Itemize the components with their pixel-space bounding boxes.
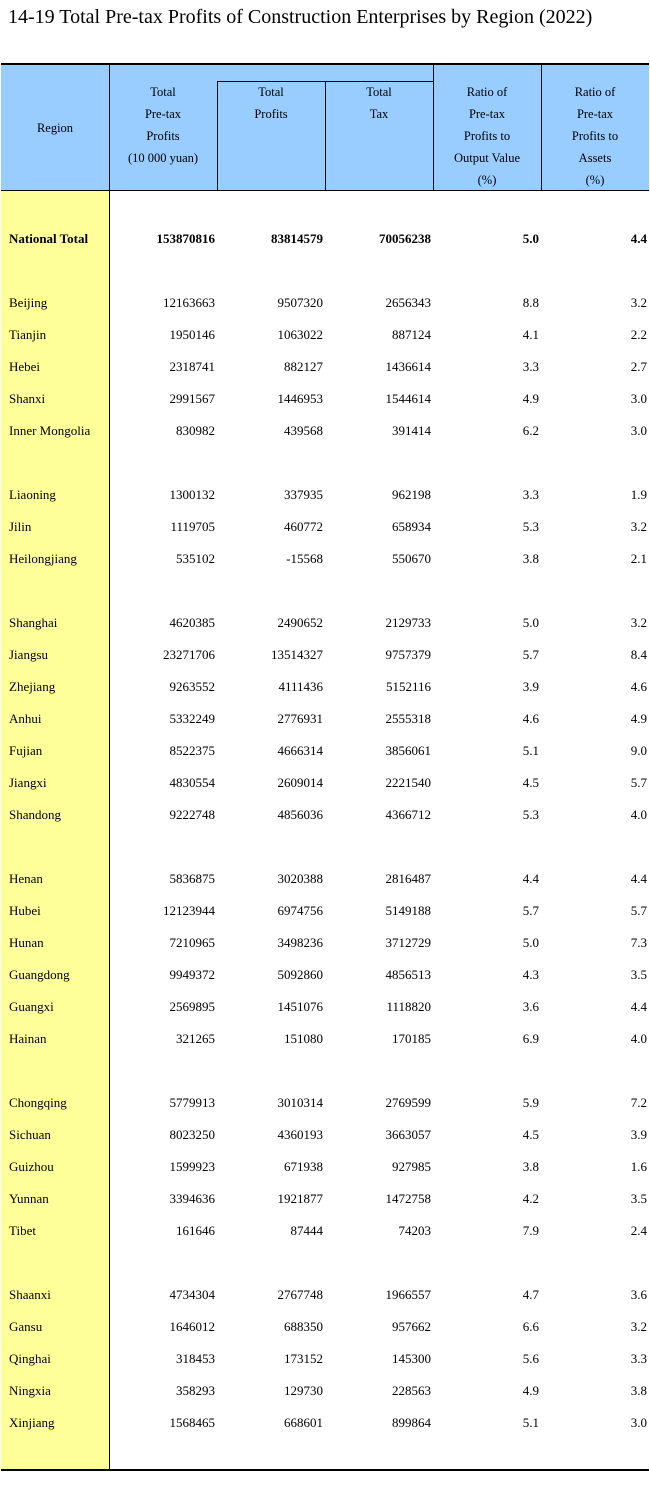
cell-ratio-assets: 3.2	[630, 615, 647, 630]
region-name: Chongqing	[9, 1095, 67, 1110]
cell-profits: 3020388	[277, 871, 323, 886]
table-row	[0, 1349, 650, 1369]
table-row	[0, 1317, 650, 1337]
cell-tax: 74203	[398, 1223, 431, 1238]
cell-profits: 4111436	[278, 679, 323, 694]
cell-ratio-assets: 3.9	[630, 1127, 647, 1142]
cell-tax: 927985	[392, 1159, 431, 1174]
header-total-profits: Total Profits	[254, 85, 288, 121]
cell-ratio-assets: 4.0	[630, 1031, 647, 1046]
cell-ratio-output: 3.8	[522, 1159, 539, 1174]
table-row	[0, 389, 650, 409]
cell-pretax: 5779913	[169, 1095, 215, 1110]
cell-pretax: 1568465	[169, 1415, 215, 1430]
cell-tax: 1472758	[385, 1191, 431, 1206]
cell-tax: 658934	[392, 519, 431, 534]
region-name: Shandong	[9, 807, 61, 822]
cell-tax: 3663057	[385, 1127, 431, 1142]
cell-profits: 173152	[284, 1351, 323, 1366]
cell-pretax: 1950146	[169, 327, 215, 342]
cell-ratio-output: 4.2	[522, 1191, 539, 1206]
region-name: Guangdong	[9, 967, 70, 982]
cell-ratio-output: 5.0	[522, 615, 539, 630]
cell-ratio-assets: 5.7	[630, 903, 647, 918]
cell-ratio-assets: 9.0	[630, 743, 647, 758]
region-name: Guizhou	[9, 1159, 54, 1174]
cell-pretax: 4830554	[169, 775, 215, 790]
cell-ratio-output: 8.8	[522, 295, 539, 310]
cell-profits: 2776931	[277, 711, 323, 726]
table-row	[0, 517, 650, 537]
region-name: Xinjiang	[9, 1415, 55, 1430]
cell-tax: 1544614	[385, 391, 431, 406]
cell-tax: 1966557	[385, 1287, 431, 1302]
table-row	[0, 1029, 650, 1049]
cell-ratio-output: 3.8	[522, 551, 539, 566]
cell-pretax: 2569895	[169, 999, 215, 1014]
cell-pretax: 321265	[176, 1031, 215, 1046]
table-row	[0, 325, 650, 345]
region-name: Hunan	[9, 935, 44, 950]
header-total-pretax: Total Pre-tax Profits (10 000 yuan)	[127, 85, 199, 165]
cell-tax: 887124	[392, 327, 431, 342]
table-row	[0, 773, 650, 793]
cell-profits: 3010314	[277, 1095, 323, 1110]
cell-ratio-assets: 7.2	[630, 1095, 647, 1110]
cell-profits: 337935	[284, 487, 323, 502]
cell-profits: 668601	[284, 1415, 323, 1430]
cell-profits: 688350	[284, 1319, 323, 1334]
cell-tax: 391414	[392, 423, 431, 438]
cell-ratio-output: 4.5	[522, 775, 539, 790]
cell-pretax: 153870816	[156, 231, 215, 246]
table-row	[0, 1125, 650, 1145]
cell-ratio-output: 5.0	[522, 231, 539, 246]
cell-pretax: 9222748	[169, 807, 215, 822]
cell-ratio-assets: 2.7	[630, 359, 647, 374]
cell-ratio-output: 5.3	[522, 519, 539, 534]
cell-pretax: 535102	[176, 551, 215, 566]
region-name: Heilongjiang	[9, 551, 77, 566]
header-total-tax: Total Tax	[366, 85, 392, 121]
cell-ratio-assets: 3.8	[630, 1383, 647, 1398]
region-name: Gansu	[9, 1319, 43, 1334]
table-row	[0, 997, 650, 1017]
cell-pretax: 358293	[176, 1383, 215, 1398]
region-name: Guangxi	[9, 999, 54, 1014]
cell-ratio-assets: 4.4	[630, 999, 647, 1014]
region-name: Shanxi	[9, 391, 46, 406]
cell-pretax: 12123944	[163, 903, 215, 918]
page-title: 14-19 Total Pre-tax Profits of Construction Enterprises by Region (2022)	[8, 6, 593, 28]
region-name: Anhui	[9, 711, 42, 726]
cell-pretax: 9263552	[169, 679, 215, 694]
cell-pretax: 1119705	[170, 519, 215, 534]
cell-tax: 3856061	[385, 743, 431, 758]
cell-tax: 170185	[392, 1031, 431, 1046]
region-name: Inner Mongolia	[9, 423, 91, 438]
region-name: Tianjin	[9, 327, 47, 342]
cell-pretax: 3394636	[169, 1191, 215, 1206]
table-top-rule	[1, 63, 649, 65]
cell-tax: 4856513	[385, 967, 431, 982]
cell-tax: 9757379	[385, 647, 431, 662]
cell-ratio-assets: 1.9	[630, 487, 647, 502]
cell-ratio-output: 5.6	[522, 1351, 539, 1366]
table-row	[0, 645, 650, 665]
cell-ratio-assets: 4.0	[630, 807, 647, 822]
cell-pretax: 23271706	[163, 647, 215, 662]
cell-pretax: 2991567	[169, 391, 215, 406]
cell-ratio-assets: 3.0	[630, 391, 647, 406]
table-row	[0, 1285, 650, 1305]
region-name: Hebei	[9, 359, 41, 374]
region-column-divider	[109, 65, 110, 1470]
cell-tax: 145300	[392, 1351, 431, 1366]
cell-profits: 83814579	[271, 231, 323, 246]
cell-ratio-output: 5.0	[522, 935, 539, 950]
region-name: Sichuan	[9, 1127, 51, 1142]
region-name: Tibet	[9, 1223, 36, 1238]
cell-tax: 5152116	[385, 679, 431, 694]
cell-ratio-output: 4.5	[522, 1127, 539, 1142]
table-row	[0, 485, 650, 505]
cell-ratio-output: 5.7	[522, 903, 539, 918]
cell-ratio-assets: 3.6	[630, 1287, 647, 1302]
region-name: Beijing	[9, 295, 48, 310]
cell-ratio-assets: 1.6	[630, 1159, 647, 1174]
cell-ratio-assets: 2.4	[630, 1223, 647, 1238]
header-region: Region	[36, 121, 74, 135]
table-row	[0, 357, 650, 377]
cell-ratio-output: 4.9	[522, 391, 539, 406]
cell-ratio-assets: 5.7	[630, 775, 647, 790]
table-row	[0, 869, 650, 889]
cell-ratio-assets: 3.2	[630, 295, 647, 310]
cell-tax: 550670	[392, 551, 431, 566]
cell-tax: 3712729	[385, 935, 431, 950]
cell-profits: 5092860	[277, 967, 323, 982]
cell-ratio-assets: 4.6	[630, 679, 647, 694]
region-name: Shanghai	[9, 615, 58, 630]
table-row	[0, 1093, 650, 1113]
table-bottom-rule	[1, 1469, 649, 1471]
cell-pretax: 5836875	[169, 871, 215, 886]
cell-ratio-output: 5.9	[522, 1095, 539, 1110]
cell-pretax: 4620385	[169, 615, 215, 630]
cell-pretax: 830982	[176, 423, 215, 438]
cell-ratio-assets: 2.1	[630, 551, 647, 566]
region-name: Liaoning	[9, 487, 56, 502]
region-name: Shaanxi	[9, 1287, 51, 1302]
cell-ratio-assets: 3.3	[630, 1351, 647, 1366]
cell-ratio-output: 4.3	[522, 967, 539, 982]
cell-profits: 460772	[284, 519, 323, 534]
cell-tax: 2129733	[385, 615, 431, 630]
cell-tax: 228563	[392, 1383, 431, 1398]
cell-ratio-assets: 4.4	[630, 231, 647, 246]
cell-ratio-output: 4.1	[522, 327, 539, 342]
cell-ratio-assets: 8.4	[630, 647, 647, 662]
cell-profits: 151080	[284, 1031, 323, 1046]
cell-tax: 2221540	[385, 775, 431, 790]
region-name: Zhejiang	[9, 679, 56, 694]
cell-ratio-assets: 3.0	[630, 423, 647, 438]
cell-ratio-assets: 7.3	[630, 935, 647, 950]
cell-pretax: 2318741	[169, 359, 215, 374]
cell-ratio-assets: 3.0	[630, 1415, 647, 1430]
cell-profits: 1921877	[277, 1191, 323, 1206]
cell-pretax: 5332249	[169, 711, 215, 726]
table-row	[0, 293, 650, 313]
cell-pretax: 4734304	[169, 1287, 215, 1302]
cell-profits: 4360193	[277, 1127, 323, 1142]
region-name: Jiangxi	[9, 775, 47, 790]
cell-ratio-assets: 3.5	[630, 967, 647, 982]
cell-profits: 1451076	[277, 999, 323, 1014]
cell-tax: 2656343	[385, 295, 431, 310]
cell-tax: 2816487	[385, 871, 431, 886]
cell-tax: 5149188	[385, 903, 431, 918]
cell-ratio-output: 3.3	[522, 359, 539, 374]
cell-tax: 1436614	[385, 359, 431, 374]
table-row	[0, 677, 650, 697]
header-ratio-output: Ratio of Pre-tax Profits to Output Value (%)	[453, 85, 521, 187]
region-name: Qinghai	[9, 1351, 51, 1366]
table-row	[0, 549, 650, 569]
cell-ratio-output: 3.6	[522, 999, 539, 1014]
cell-tax: 2769599	[385, 1095, 431, 1110]
cell-tax: 4366712	[385, 807, 431, 822]
cell-profits: 2490652	[277, 615, 323, 630]
cell-tax: 962198	[392, 487, 431, 502]
cell-ratio-assets: 4.9	[630, 711, 647, 726]
cell-tax: 2555318	[385, 711, 431, 726]
cell-profits: 1446953	[277, 391, 323, 406]
cell-ratio-output: 6.2	[522, 423, 539, 438]
cell-profits: 2767748	[277, 1287, 323, 1302]
cell-profits: 439568	[284, 423, 323, 438]
table-row	[0, 1221, 650, 1241]
cell-ratio-output: 4.6	[522, 711, 539, 726]
cell-profits: 3498236	[277, 935, 323, 950]
region-name: Jilin	[9, 519, 32, 534]
table-row	[0, 613, 650, 633]
cell-ratio-output: 3.3	[522, 487, 539, 502]
cell-pretax: 318453	[176, 1351, 215, 1366]
cell-profits: 87444	[290, 1223, 323, 1238]
cell-ratio-output: 7.9	[522, 1223, 539, 1238]
region-column-band	[1, 191, 109, 1470]
table-row	[0, 421, 650, 441]
table-row	[0, 933, 650, 953]
cell-ratio-output: 6.9	[522, 1031, 539, 1046]
cell-pretax: 1646012	[169, 1319, 215, 1334]
cell-ratio-output: 4.4	[522, 871, 539, 886]
cell-profits: -15568	[286, 551, 323, 566]
cell-profits: 882127	[284, 359, 323, 374]
cell-pretax: 12163663	[163, 295, 215, 310]
cell-pretax: 9949372	[169, 967, 215, 982]
region-name: National Total	[9, 231, 89, 246]
cell-tax: 899864	[392, 1415, 431, 1430]
cell-tax: 70056238	[379, 231, 431, 246]
region-name: Yunnan	[9, 1191, 49, 1206]
table-row	[0, 1413, 650, 1433]
cell-ratio-output: 5.3	[522, 807, 539, 822]
region-name: Fujian	[9, 743, 43, 758]
cell-ratio-assets: 3.2	[630, 1319, 647, 1334]
cell-ratio-output: 5.1	[522, 743, 539, 758]
cell-profits: 671938	[284, 1159, 323, 1174]
cell-pretax: 161646	[176, 1223, 215, 1238]
table-row	[0, 229, 650, 249]
region-name: Hubei	[9, 903, 41, 918]
cell-profits: 2609014	[277, 775, 323, 790]
cell-ratio-output: 3.9	[522, 679, 539, 694]
cell-pretax: 8522375	[169, 743, 215, 758]
table-row	[0, 965, 650, 985]
table-row	[0, 805, 650, 825]
cell-pretax: 7210965	[169, 935, 215, 950]
cell-ratio-assets: 3.5	[630, 1191, 647, 1206]
cell-ratio-output: 5.7	[522, 647, 539, 662]
cell-ratio-assets: 3.2	[630, 519, 647, 534]
table-row	[0, 741, 650, 761]
cell-ratio-output: 4.9	[522, 1383, 539, 1398]
table-row	[0, 1381, 650, 1401]
table-row	[0, 1189, 650, 1209]
cell-profits: 13514327	[271, 647, 323, 662]
cell-pretax: 8023250	[169, 1127, 215, 1142]
region-name: Jiangsu	[9, 647, 48, 662]
cell-profits: 129730	[284, 1383, 323, 1398]
cell-profits: 1063022	[277, 327, 323, 342]
region-name: Henan	[9, 871, 43, 886]
cell-pretax: 1300132	[169, 487, 215, 502]
table-row	[0, 1157, 650, 1177]
cell-profits: 4666314	[277, 743, 323, 758]
cell-pretax: 1599923	[169, 1159, 215, 1174]
table-row	[0, 901, 650, 921]
table-row	[0, 709, 650, 729]
region-name: Ningxia	[9, 1383, 51, 1398]
cell-ratio-output: 4.7	[522, 1287, 539, 1302]
cell-ratio-output: 5.1	[522, 1415, 539, 1430]
header-ratio-assets: Ratio of Pre-tax Profits to Assets (%)	[571, 85, 619, 187]
cell-tax: 957662	[392, 1319, 431, 1334]
cell-ratio-assets: 2.2	[630, 327, 647, 342]
region-name: Hainan	[9, 1031, 47, 1046]
cell-profits: 9507320	[277, 295, 323, 310]
cell-profits: 6974756	[277, 903, 323, 918]
cell-ratio-output: 6.6	[522, 1319, 539, 1334]
cell-tax: 1118820	[386, 999, 431, 1014]
cell-ratio-assets: 4.4	[630, 871, 647, 886]
cell-profits: 4856036	[277, 807, 323, 822]
